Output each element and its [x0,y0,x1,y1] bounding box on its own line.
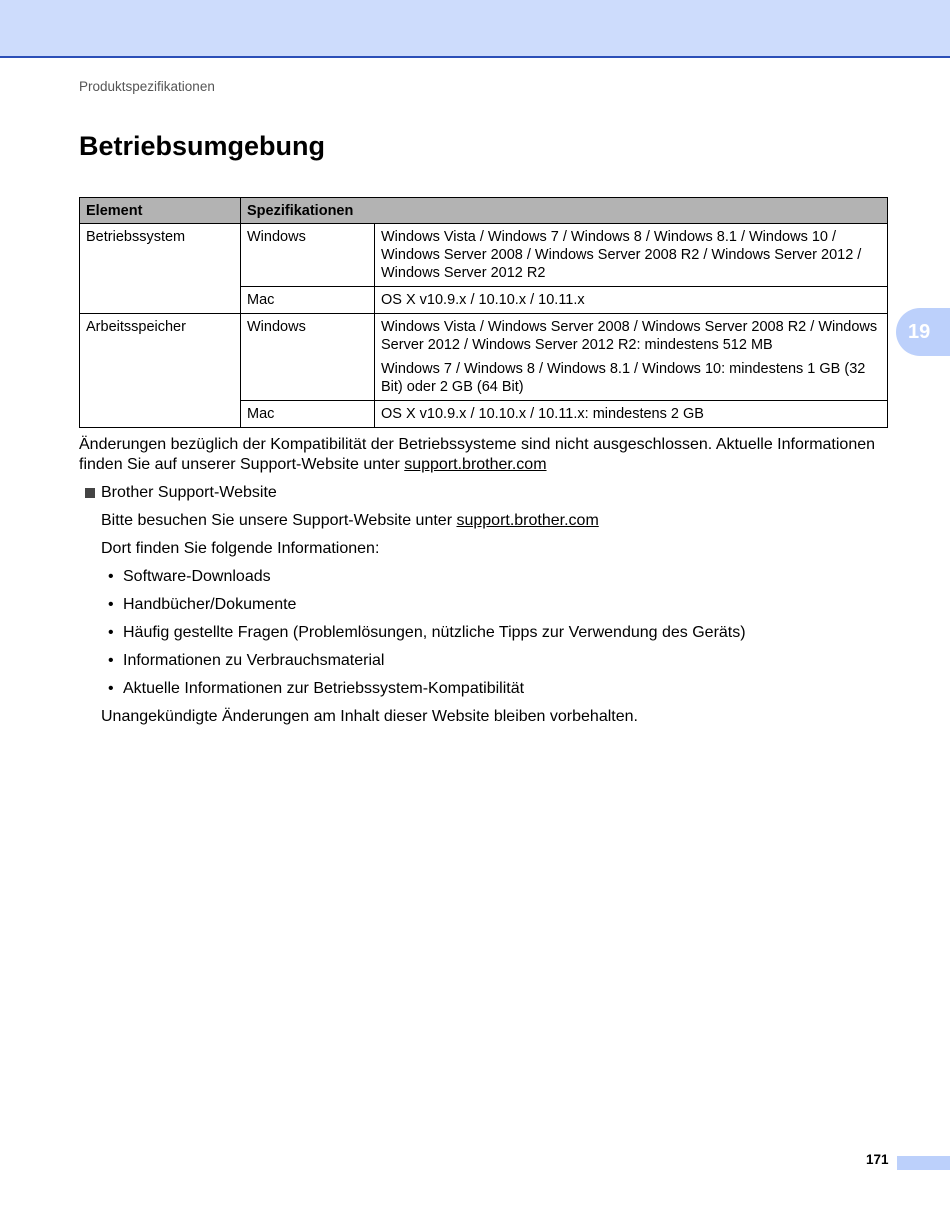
running-head: Produktspezifikationen [79,79,215,94]
bullet-dot-icon: • [108,596,114,613]
header-specifications: Spezifikationen [241,198,888,224]
spec-text: OS X v10.9.x / 10.10.x / 10.11.x: mindestens 2 GB [381,406,704,422]
page-title: Betriebsumgebung [79,131,326,161]
support-link[interactable]: support.brother.com [404,456,547,473]
bullet-dot-icon: • [108,680,114,697]
row-spec [375,224,888,287]
compatibility-notice [79,435,879,475]
spec-table [79,197,888,428]
row-spec [375,401,888,428]
spec-text: OS X v10.9.x / 10.10.x / 10.11.x [381,292,585,308]
square-bullet-icon [85,488,95,498]
bullet-dot-icon: • [108,652,114,669]
support-intro: Dort finden Sie folgende Informationen: [101,540,380,557]
support-link[interactable]: support.brother.com [456,512,599,529]
row-spec [375,287,888,314]
bullet-dot-icon: • [108,624,114,641]
page-number: 171 [866,1152,889,1167]
row-platform: Mac [241,287,375,314]
row-element: Arbeitsspeicher [80,314,241,428]
table-header-row [80,198,888,224]
header-band [0,0,950,58]
spec-text: Windows Vista / Windows Server 2008 / Windows Server 2008 R2 / Windows Server 2012 / Windows Server 2012 R2: mindestens 512 MB [381,319,878,353]
chapter-tab [896,308,950,356]
chapter-number: 19 [908,320,931,343]
row-platform: Mac [241,401,375,428]
row-element: Betriebssystem [80,224,241,314]
bullet-dot-icon: • [108,568,114,585]
notice-text: Änderungen bezüglich der Kompatibilität der Betriebssysteme sind nicht ausgeschlossen. Aktuelle Informationen finden Sie auf unserer Support-Website unter [79,436,876,473]
footer-band [897,1156,950,1170]
table-row [80,224,888,287]
list-item: Handbücher/Dokumente [123,596,297,613]
list-item: Häufig gestellte Fragen (Problemlösungen, nützliche Tipps zur Verwendung des Geräts) [123,624,746,641]
row-spec [375,314,888,401]
spec-text: Windows 7 / Windows 8 / Windows 8.1 / Windows 10: mindestens 1 GB (32 Bit) oder 2 GB (64 Bit) [381,361,866,395]
list-item: Aktuelle Informationen zur Betriebssystem-Kompatibilität [123,680,525,697]
spec-text: Windows Vista / Windows 7 / Windows 8 / Windows 8.1 / Windows 10 / Windows Server 2008 / Windows Server 2008 R2 / Windows Server 2012 / Windows Server 2012 R2 [381,229,862,281]
list-item: Informationen zu Verbrauchsmaterial [123,652,385,669]
list-item: Software-Downloads [123,568,271,585]
support-visit-line [101,511,599,531]
support-heading: Brother Support-Website [101,484,277,501]
row-platform: Windows [241,314,375,401]
visit-text: Bitte besuchen Sie unsere Support-Website unter [101,512,457,529]
table-row [80,314,888,401]
support-closing: Unangekündigte Änderungen am Inhalt dieser Website bleiben vorbehalten. [101,708,638,725]
header-element: Element [80,198,241,224]
row-platform: Windows [241,224,375,287]
